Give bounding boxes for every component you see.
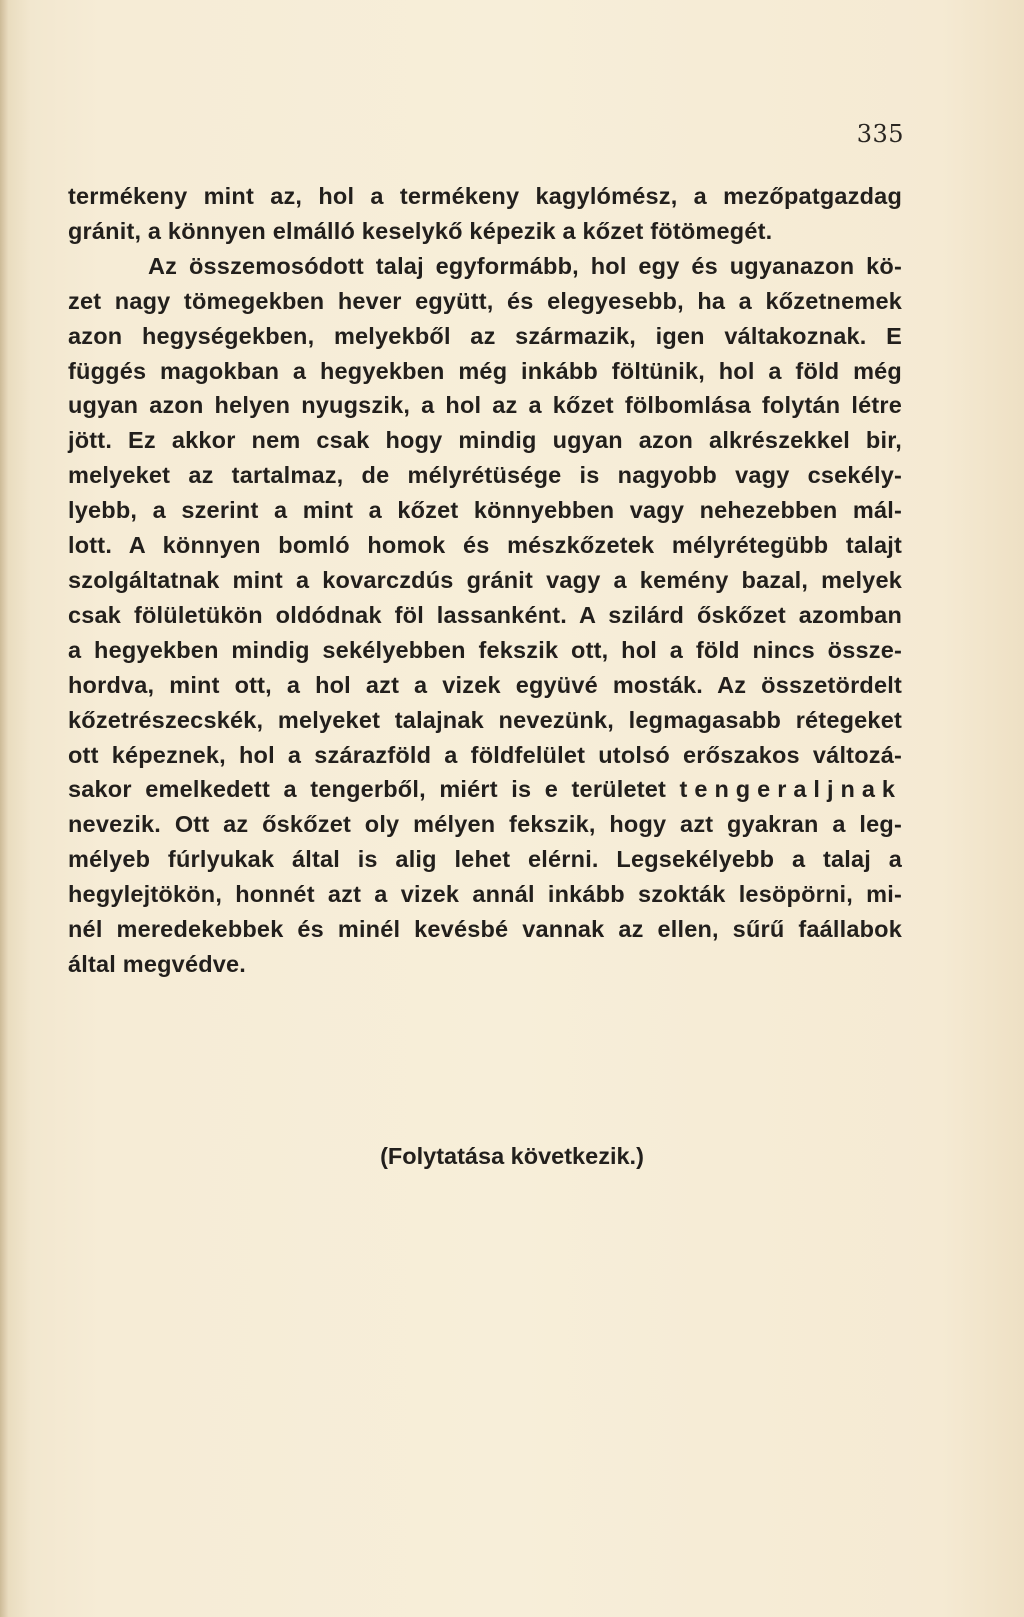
text-line: hordva, mint ott, a hol azt a vizek együvé mosták. Az összetördelt <box>68 671 902 698</box>
text-line: által megvédve. <box>68 950 247 977</box>
text-line: ugyan azon helyen nyugszik, a hol az a kőzet fölbomlása folytán létre <box>68 392 902 419</box>
text-segment: sakor emelkedett a tengerből, miért is e területet <box>68 776 667 803</box>
page-gutter <box>0 0 8 1617</box>
text-line: kőzetrészecskék, melyeket talajnak nevezünk, legmagasabb rétegeket <box>68 706 902 733</box>
text-line: a hegyekben mindig sekélyebben fekszik ott, hol a föld nincs össze- <box>68 636 902 663</box>
text-line: lott. A könnyen bomló homok és mészkőzetek mélyrétegübb talajt <box>68 532 902 559</box>
text-line: melyeket az tartalmaz, de mélyrétüsége is nagyobb vagy csekély- <box>68 462 902 489</box>
text-line: termékeny mint az, hol a termékeny kagylómész, a mezőpatgazdag <box>68 183 902 209</box>
text-line: jött. Ez akkor nem csak hogy mindig ugyan azon alkrészekkel bir, <box>68 427 902 454</box>
page-number: 335 <box>856 120 904 148</box>
text-line: azon hegységekben, melyekből az származik, igen váltakoznak. E <box>68 322 902 349</box>
spaced-emphasis: tengeraljnak <box>679 776 902 803</box>
text-line: szolgáltatnak mint a kovarczdús gránit vagy a kemény bazal, melyek <box>68 566 902 593</box>
text-line-with-spaced-word <box>68 772 902 807</box>
text-line: mélyeb fúrlyukak által is alig lehet elérni. Legsekélyebb a talaj a <box>68 846 902 873</box>
text-line: hegylejtökön, honnét azt a vizek annál inkább szokták lesöpörni, mi- <box>68 881 902 908</box>
text-line: nevezik. Ott az őskőzet oly mélyen fekszik, hogy azt gyakran a leg- <box>68 811 902 838</box>
continuation-note: (Folytatása következik.) <box>380 1143 644 1169</box>
text-line: ott képeznek, hol a szárazföld a földfelület utolsó erőszakos változá- <box>68 741 902 768</box>
text-line: függés magokban a hegyekben még inkább föltünik, hol a föld még <box>68 357 902 384</box>
text-line: zet nagy tömegekben hever együtt, és elegyesebb, ha a kőzetnemek <box>68 287 902 314</box>
body-text <box>68 179 902 982</box>
text-line: lyebb, a szerint a mint a kőzet könnyebben vagy nehezebben mál- <box>68 497 902 524</box>
text-line: gránit, a könnyen elmálló keselykő képezik a kőzet fötömegét. <box>68 217 773 244</box>
text-line: csak fölületükön oldódnak föl lassanként. A szilárd őskőzet azomban <box>68 601 902 628</box>
text-line: nél meredekebbek és minél kevésbé vannak az ellen, sűrű faállabok <box>68 916 902 943</box>
text-line: Az összemosódott talaj egyformább, hol egy és ugyanazon kö- <box>148 252 902 279</box>
